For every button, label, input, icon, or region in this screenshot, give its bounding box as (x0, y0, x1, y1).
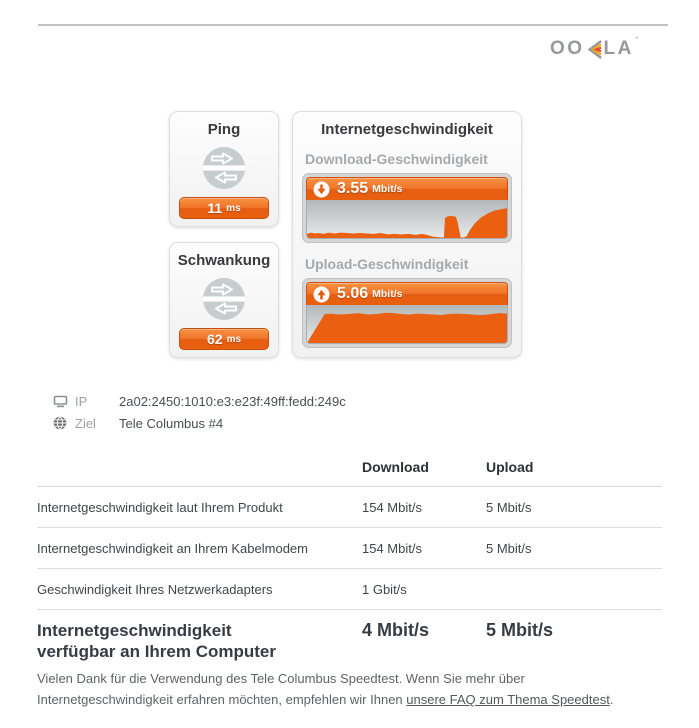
upload-arrow-icon (313, 286, 330, 303)
row-download: 154 Mbit/s (362, 540, 422, 556)
table-header-row (37, 453, 662, 487)
header-upload: Upload (486, 459, 534, 475)
download-section-label: Download-Geschwindigkeit (305, 151, 488, 167)
top-divider (38, 24, 668, 26)
jitter-value-badge (179, 328, 269, 350)
download-value: 3.55 (337, 180, 369, 197)
jitter-value: 62 (206, 331, 223, 347)
latency-arrows-icon (201, 276, 247, 322)
upload-unit: Mbit/s (372, 288, 403, 300)
ping-value-badge (179, 197, 269, 219)
upload-result-bar (306, 282, 508, 305)
logo-text-right: LA (603, 38, 634, 59)
download-result-bar (306, 177, 508, 200)
download-sparkline (306, 200, 508, 239)
row-upload: 5 Mbit/s (486, 499, 532, 515)
summary-label: Internetgeschwindigkeit verfügbar an Ihrem Computer (37, 621, 276, 661)
ip-value: 2a02:2450:1010:e3:e23f:49ff:fedd:249c (119, 393, 346, 409)
logo-trademark: ´ (634, 36, 641, 48)
row-label: Geschwindigkeit Ihres Netzwerkadapters (37, 581, 273, 597)
logo-text-left: OO (549, 38, 585, 59)
row-label: Internetgeschwindigkeit an Ihrem Kabelmodem (37, 540, 308, 556)
upload-sparkline (306, 305, 508, 344)
globe-icon (52, 416, 68, 430)
target-row (52, 412, 346, 434)
ping-title: Ping (207, 121, 241, 138)
ping-value: 11 (207, 200, 223, 216)
ookla-k-icon (586, 40, 603, 59)
ip-label: IP (75, 393, 88, 409)
table-row (37, 569, 662, 610)
speed-panel-title: Internetgeschwindigkeit (321, 121, 493, 138)
ping-card (169, 111, 279, 227)
download-arrow-icon (313, 181, 330, 198)
table-row (37, 528, 662, 569)
latency-arrows-icon (201, 145, 247, 191)
jitter-title: Schwankung (177, 252, 271, 269)
upload-graph-frame (302, 278, 512, 348)
monitor-icon (52, 395, 68, 408)
row-download: 1 Gbit/s (362, 581, 407, 597)
summary-upload: 5 Mbit/s (486, 620, 554, 640)
upload-sparkline-area (307, 305, 507, 343)
results-table (37, 453, 662, 662)
footer-note (37, 668, 659, 710)
row-upload: 5 Mbit/s (486, 540, 532, 556)
jitter-card (169, 242, 279, 358)
header-download: Download (362, 459, 429, 475)
faq-link[interactable]: unsere FAQ zum Thema Speedtest (406, 692, 610, 707)
summary-row (37, 610, 662, 662)
connection-info (52, 390, 346, 434)
upload-value: 5.06 (337, 285, 369, 302)
jitter-unit: ms (226, 333, 242, 345)
ping-unit: ms (226, 202, 241, 214)
download-unit: Mbit/s (372, 183, 403, 195)
footer-text: Vielen Dank für die Verwendung des Tele Columbus Speedtest. Wenn Sie mehr über Internetgeschwindigkeit erfahren möchten, empfehlen wir Ihnen (37, 671, 525, 707)
footer-text-end: . (609, 692, 614, 707)
ip-row (52, 390, 346, 412)
ookla-logo (550, 38, 641, 60)
row-download: 154 Mbit/s (362, 499, 422, 515)
download-sparkline-area (307, 200, 507, 238)
table-row (37, 487, 662, 528)
target-label: Ziel (75, 415, 96, 431)
download-graph-frame (302, 173, 512, 243)
upload-section-label: Upload-Geschwindigkeit (305, 256, 469, 272)
speed-panel (292, 111, 522, 358)
summary-download: 4 Mbit/s (362, 620, 430, 640)
row-label: Internetgeschwindigkeit laut Ihrem Produkt (37, 499, 283, 515)
target-value: Tele Columbus #4 (119, 415, 224, 431)
